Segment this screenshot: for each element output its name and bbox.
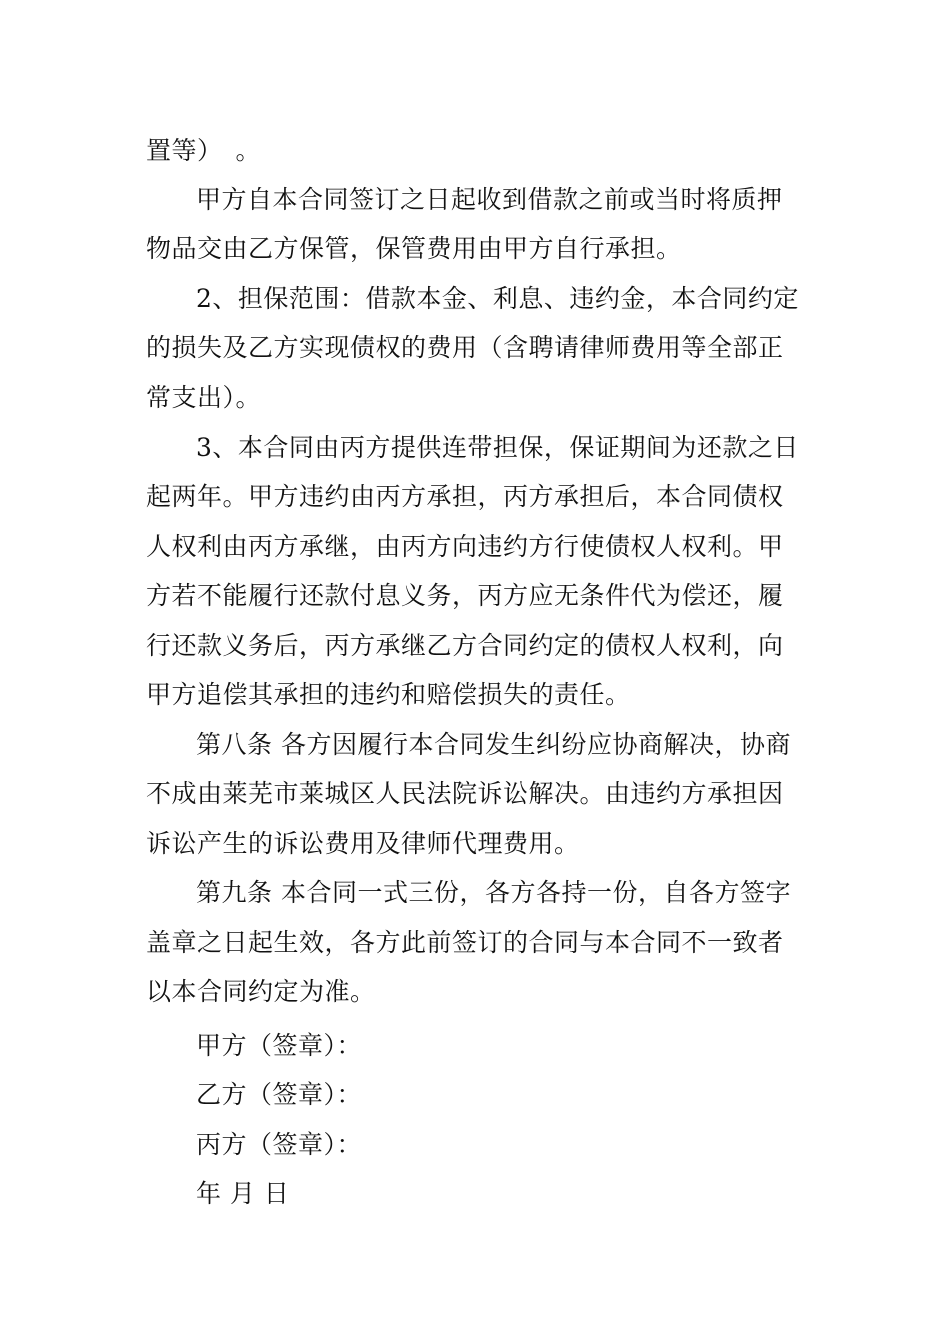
text-line: 常支出）。 [146,383,262,412]
signature-line-party-c: 丙方（签章）： [196,1130,363,1159]
text-line: 甲方自本合同签订之日起收到借款之前或当时将质押 [196,185,783,214]
text-line: 物品交由乙方保管，保管费用由甲方自行承担。 [146,234,682,263]
text-line: 诉讼产生的诉讼费用及律师代理费用。 [146,829,580,858]
text-line: 起两年。甲方违约由丙方承担，丙方承担后，本合同债权 [146,482,784,511]
text-line: 3、本合同由丙方提供连带担保，保证期间为还款之日 [196,433,799,462]
text-line: 第九条 本合同一式三份，各方各持一份，自各方签字 [196,878,791,907]
text-line: 行还款义务后，丙方承继乙方合同约定的债权人权利，向 [146,631,784,660]
text-line: 甲方追偿其承担的违约和赔偿损失的责任。 [146,680,631,709]
text-line: 方若不能履行还款付息义务，丙方应无条件代为偿还，履 [146,581,784,610]
text-line: 人权利由丙方承继，由丙方向违约方行使债权人权利。甲 [146,532,784,561]
text-line: 不成由莱芜市莱城区人民法院诉讼解决。由违约方承担因 [146,779,784,808]
text-line: 2、担保范围：借款本金、利息、违约金，本合同约定 [196,284,799,313]
text-line: 的损失及乙方实现债权的费用（含聘请律师费用等全部正 [146,333,784,362]
text-line: 第八条 各方因履行本合同发生纠纷应协商解决，协商 [196,730,791,759]
signature-line-party-b: 乙方（签章）： [196,1080,363,1109]
date-line: 年 月 日 [196,1179,290,1208]
text-line: 置等） 。 [146,136,262,165]
text-line: 以本合同约定为准。 [146,977,376,1006]
signature-line-party-a: 甲方（签章）： [196,1031,363,1060]
text-line: 盖章之日起生效，各方此前签订的合同与本合同不一致者 [146,928,784,957]
